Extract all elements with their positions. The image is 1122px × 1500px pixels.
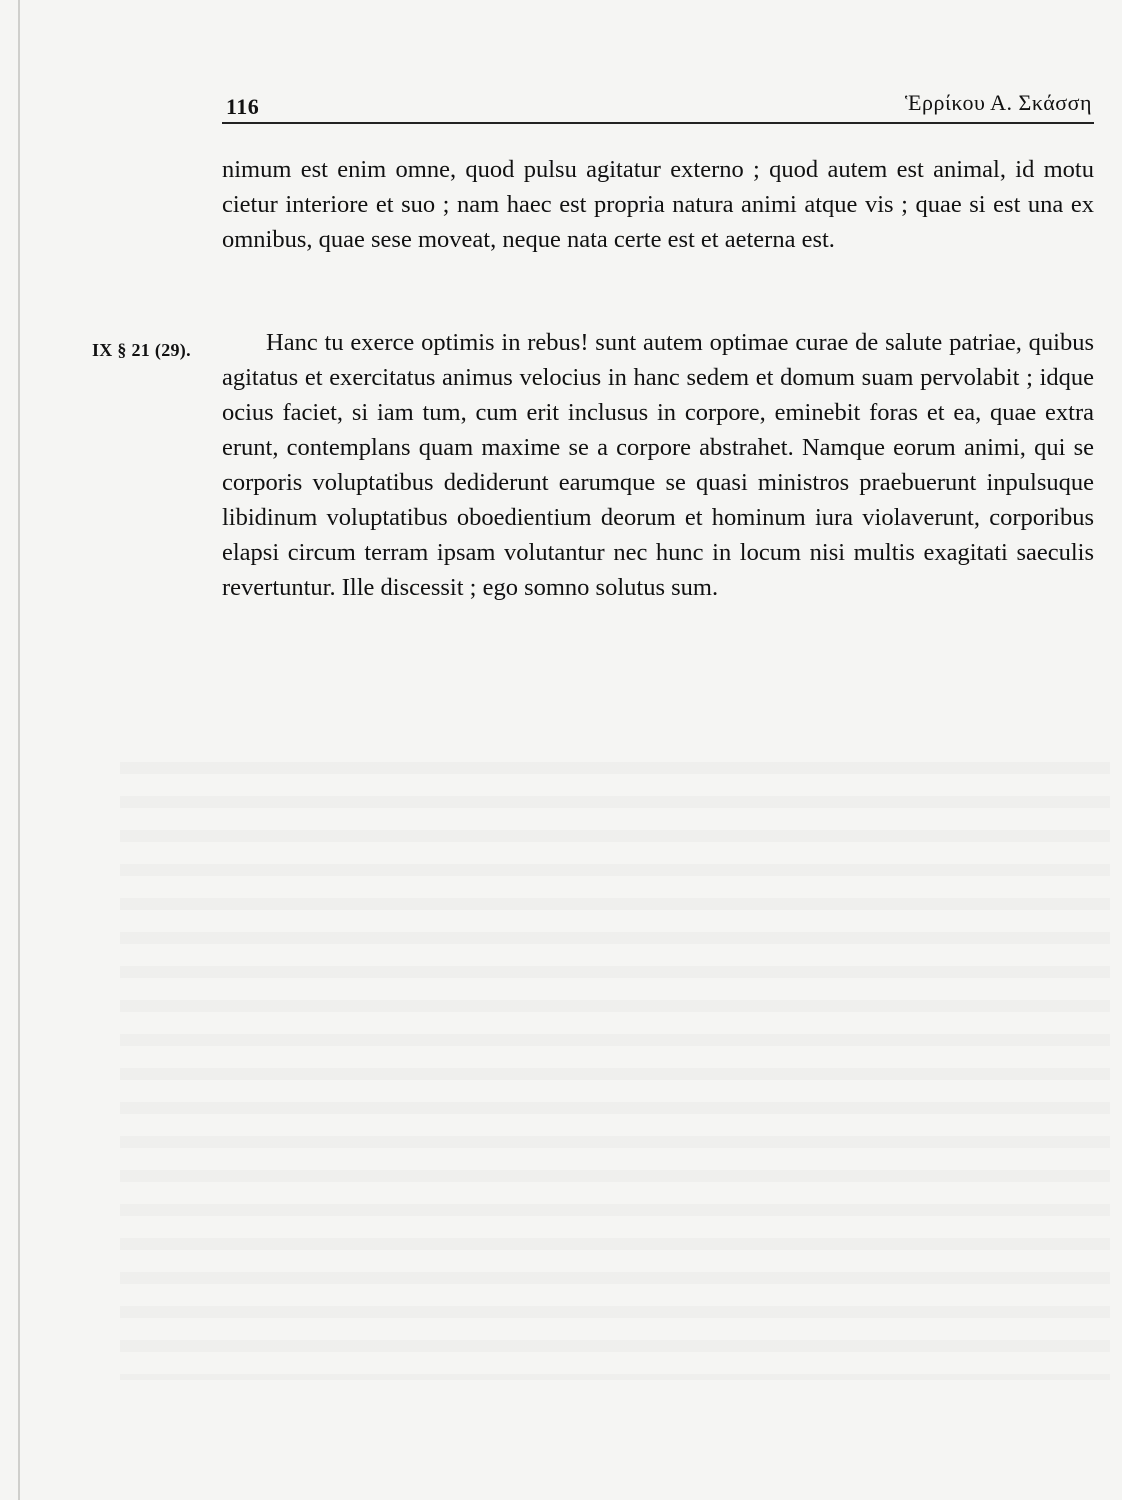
margin-reference: IX § 21 (29). [92,340,191,360]
page-number: 116 [226,94,260,119]
paragraph-continuation: nimum est enim omne, quod pulsu agitatur externo ; quod autem est animal, id motu cietur interiore et suo ; nam haec est propria natura animi atque vis ; quae si est una ex omnibus, quae sese moveat, neque nata certe est et aeterna est. [222,156,1094,253]
page-header [222,86,1094,122]
running-head: Ἑρρίκου Α. Σκάσση [905,90,1092,115]
paragraph-text: Hanc tu exerce optimis in rebus! sunt autem optimae curae de salute patriae, quibus agitatus et exercitatus animus velocius in hanc sedem et domum suam pervolabit ; idque ocius faciet, si iam tum, cum erit inclusus in corpore, eminebit foras et ea, quae extra erunt, contemplans quam maxime se a corpore abstrahet. Namque eorum animi, qui se corporis voluptatibus dediderunt earumque se quasi ministros praebuerunt inpulsuque libidinum voluptatibus oboedientium deorum et hominum iura violaverunt, corporibus elapsi circum terram ipsam volutantur nec hunc in locum nisi multis exagitati saeculis revertuntur. Ille discessit ; ego somno solutus sum. [222,329,1094,601]
show-through-texture [120,740,1110,1380]
page-edge [18,0,20,1500]
header-rule [222,122,1094,124]
paragraph-section-ix-21 [222,325,1094,605]
